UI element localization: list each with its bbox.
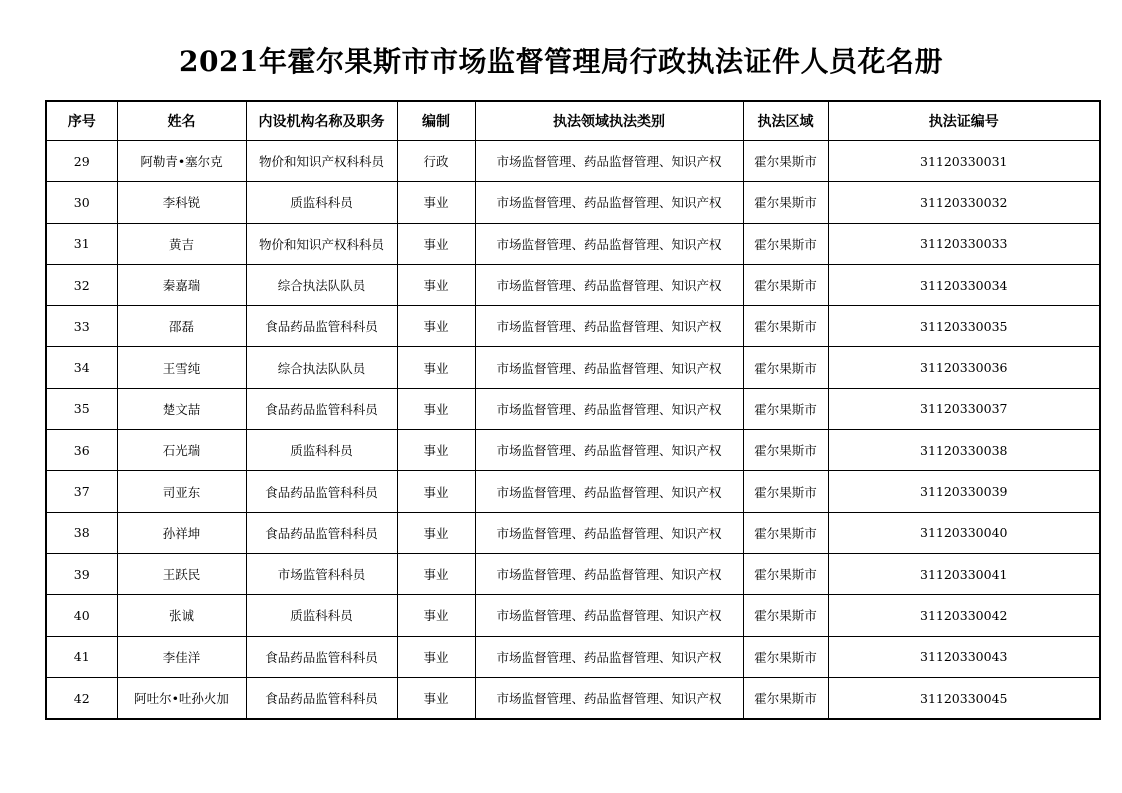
cell-cert: 31120330035 (828, 306, 1100, 347)
cell-name: 邵磊 (117, 306, 246, 347)
cell-field: 市场监督管理、药品监督管理、知识产权 (475, 430, 743, 471)
cell-staffing: 事业 (397, 553, 475, 594)
cell-field: 市场监督管理、药品监督管理、知识产权 (475, 595, 743, 636)
cell-cert: 31120330043 (828, 636, 1100, 677)
table-row (46, 223, 1100, 264)
cell-dept: 食品药品监管科科员 (246, 512, 397, 553)
cell-field: 市场监督管理、药品监督管理、知识产权 (475, 512, 743, 553)
cell-staffing: 事业 (397, 347, 475, 388)
cell-name: 楚文喆 (117, 388, 246, 429)
cell-field: 市场监督管理、药品监督管理、知识产权 (475, 306, 743, 347)
cell-area: 霍尔果斯市 (743, 347, 828, 388)
cell-name: 阿勒青•塞尔克 (117, 141, 246, 182)
table-row (46, 388, 1100, 429)
cell-cert: 31120330042 (828, 595, 1100, 636)
cell-field: 市场监督管理、药品监督管理、知识产权 (475, 182, 743, 223)
roster-table (45, 100, 1101, 720)
cell-cert: 31120330033 (828, 223, 1100, 264)
cell-no: 36 (46, 430, 117, 471)
table-row (46, 636, 1100, 677)
cell-field: 市场监督管理、药品监督管理、知识产权 (475, 141, 743, 182)
cell-dept: 质监科科员 (246, 430, 397, 471)
header-staffing: 编制 (397, 101, 475, 141)
header-name: 姓名 (117, 101, 246, 141)
cell-staffing: 事业 (397, 223, 475, 264)
cell-field: 市场监督管理、药品监督管理、知识产权 (475, 223, 743, 264)
table-row (46, 182, 1100, 223)
cell-staffing: 事业 (397, 182, 475, 223)
cell-name: 张诚 (117, 595, 246, 636)
cell-no: 31 (46, 223, 117, 264)
cell-field: 市场监督管理、药品监督管理、知识产权 (475, 636, 743, 677)
cell-staffing: 事业 (397, 595, 475, 636)
table-row (46, 595, 1100, 636)
cell-area: 霍尔果斯市 (743, 595, 828, 636)
cell-dept: 食品药品监管科科员 (246, 471, 397, 512)
cell-cert: 31120330036 (828, 347, 1100, 388)
cell-no: 40 (46, 595, 117, 636)
cell-field: 市场监督管理、药品监督管理、知识产权 (475, 677, 743, 719)
cell-area: 霍尔果斯市 (743, 677, 828, 719)
cell-cert: 31120330034 (828, 264, 1100, 305)
table-row (46, 264, 1100, 305)
cell-field: 市场监督管理、药品监督管理、知识产权 (475, 347, 743, 388)
cell-cert: 31120330040 (828, 512, 1100, 553)
table-body (46, 141, 1100, 720)
cell-area: 霍尔果斯市 (743, 141, 828, 182)
cell-staffing: 行政 (397, 141, 475, 182)
cell-name: 黄吉 (117, 223, 246, 264)
table-row (46, 430, 1100, 471)
cell-dept: 市场监管科科员 (246, 553, 397, 594)
cell-cert: 31120330038 (828, 430, 1100, 471)
cell-dept: 食品药品监管科科员 (246, 677, 397, 719)
table-header-row (46, 101, 1100, 141)
cell-name: 石光瑞 (117, 430, 246, 471)
table-row (46, 512, 1100, 553)
header-no: 序号 (46, 101, 117, 141)
cell-dept: 综合执法队队员 (246, 347, 397, 388)
cell-name: 李科锐 (117, 182, 246, 223)
cell-dept: 物价和知识产权科科员 (246, 141, 397, 182)
cell-field: 市场监督管理、药品监督管理、知识产权 (475, 553, 743, 594)
cell-area: 霍尔果斯市 (743, 430, 828, 471)
cell-staffing: 事业 (397, 512, 475, 553)
table-row (46, 306, 1100, 347)
table-row (46, 553, 1100, 594)
cell-dept: 物价和知识产权科科员 (246, 223, 397, 264)
cell-staffing: 事业 (397, 306, 475, 347)
cell-cert: 31120330031 (828, 141, 1100, 182)
cell-name: 孙祥坤 (117, 512, 246, 553)
cell-no: 34 (46, 347, 117, 388)
cell-cert: 31120330045 (828, 677, 1100, 719)
cell-area: 霍尔果斯市 (743, 306, 828, 347)
cell-cert: 31120330037 (828, 388, 1100, 429)
cell-no: 42 (46, 677, 117, 719)
cell-staffing: 事业 (397, 264, 475, 305)
cell-dept: 食品药品监管科科员 (246, 306, 397, 347)
cell-cert: 31120330039 (828, 471, 1100, 512)
table-row (46, 347, 1100, 388)
header-dept: 内设机构名称及职务 (246, 101, 397, 141)
table-row (46, 677, 1100, 719)
cell-staffing: 事业 (397, 471, 475, 512)
table-row (46, 141, 1100, 182)
cell-name: 司亚东 (117, 471, 246, 512)
table-row (46, 471, 1100, 512)
cell-cert: 31120330041 (828, 553, 1100, 594)
cell-no: 29 (46, 141, 117, 182)
cell-dept: 质监科科员 (246, 595, 397, 636)
cell-area: 霍尔果斯市 (743, 182, 828, 223)
cell-area: 霍尔果斯市 (743, 388, 828, 429)
cell-name: 秦嘉瑞 (117, 264, 246, 305)
page-title: 2021年霍尔果斯市市场监督管理局行政执法证件人员花名册 (179, 45, 943, 78)
cell-no: 37 (46, 471, 117, 512)
cell-field: 市场监督管理、药品监督管理、知识产权 (475, 388, 743, 429)
header-cert: 执法证编号 (828, 101, 1100, 141)
cell-staffing: 事业 (397, 388, 475, 429)
cell-no: 39 (46, 553, 117, 594)
cell-name: 王跃民 (117, 553, 246, 594)
cell-staffing: 事业 (397, 677, 475, 719)
cell-staffing: 事业 (397, 430, 475, 471)
cell-no: 35 (46, 388, 117, 429)
cell-name: 王雪纯 (117, 347, 246, 388)
cell-area: 霍尔果斯市 (743, 223, 828, 264)
cell-field: 市场监督管理、药品监督管理、知识产权 (475, 471, 743, 512)
cell-field: 市场监督管理、药品监督管理、知识产权 (475, 264, 743, 305)
cell-staffing: 事业 (397, 636, 475, 677)
cell-area: 霍尔果斯市 (743, 471, 828, 512)
header-area: 执法区域 (743, 101, 828, 141)
cell-dept: 食品药品监管科科员 (246, 388, 397, 429)
cell-name: 李佳洋 (117, 636, 246, 677)
cell-no: 33 (46, 306, 117, 347)
header-field: 执法领域执法类别 (475, 101, 743, 141)
cell-no: 38 (46, 512, 117, 553)
cell-area: 霍尔果斯市 (743, 636, 828, 677)
cell-no: 30 (46, 182, 117, 223)
cell-dept: 质监科科员 (246, 182, 397, 223)
cell-cert: 31120330032 (828, 182, 1100, 223)
cell-area: 霍尔果斯市 (743, 264, 828, 305)
cell-no: 32 (46, 264, 117, 305)
cell-dept: 综合执法队队员 (246, 264, 397, 305)
cell-area: 霍尔果斯市 (743, 512, 828, 553)
cell-no: 41 (46, 636, 117, 677)
cell-name: 阿吐尔•吐孙火加 (117, 677, 246, 719)
cell-area: 霍尔果斯市 (743, 553, 828, 594)
cell-dept: 食品药品监管科科员 (246, 636, 397, 677)
